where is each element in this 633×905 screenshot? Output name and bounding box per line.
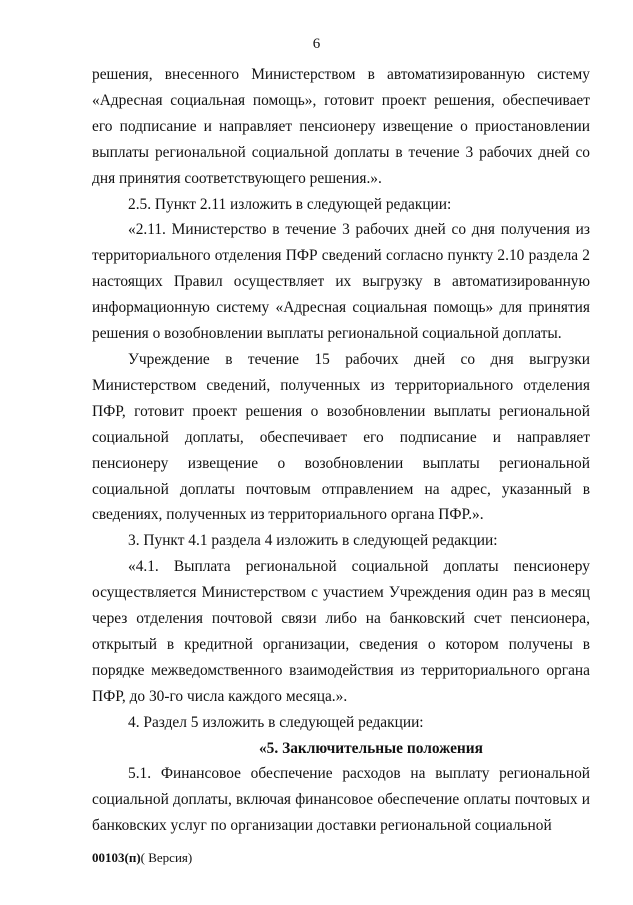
document-body: [92, 62, 590, 839]
paragraph: 5.1. Финансовое обеспечение расходов на выплату региональной социальной доплаты, включая финансовое обеспечение оплаты почтовых и банковских услуг по организации доставки региональной социальной: [92, 765, 590, 835]
page-number: 6: [312, 36, 321, 52]
document-code: 00103(п): [92, 850, 141, 865]
paragraph: решения, внесенного Министерством в автоматизированную систему «Адресная социальная помощь», готовит проект решения, обеспечивает его подписание и направляет пенсионеру извещение о приостановлении выплаты региональной социальной доплаты в течение 3 рабочих дней со дня принятия соответствующего решения.».: [92, 66, 590, 187]
paragraph: 3. Пункт 4.1 раздела 4 изложить в следующей редакции:: [128, 532, 498, 550]
section-heading: «5. Заключительные положения: [258, 739, 483, 757]
paragraph: «4.1. Выплата региональной социальной доплаты пенсионеру осуществляется Министерством с участием Учреждения один раз в месяц через отделения почтовой связи либо на банковский счет пенсионера, открытый в кредитной организации, сведения о котором получены в порядке межведомственного взаимодействия из территориального органа ПФР, до 30-го числа каждого месяца.».: [92, 558, 590, 705]
paragraph: Учреждение в течение 15 рабочих дней со дня выгрузки Министерством сведений, полученных из территориального отделения ПФР, готовит проект решения о возобновлении выплаты региональной социальной доплаты, обеспечивает его подписание и направляет пенсионеру извещение о возобновлении выплаты региональной социальной доплаты почтовым отправлением на адрес, указанный в сведениях, полученных из территориального органа ПФР.».: [92, 350, 590, 524]
version-label: ( Версия): [140, 850, 193, 865]
paragraph: «2.11. Министерство в течение 3 рабочих дней со дня получения из территориального отделения ПФР сведений согласно пункту 2.10 раздела 2 настоящих Правил осуществляет их выгрузку в автоматизированную информационную систему «Адресная социальная помощь» для принятия решения о возобновлении выплаты региональной социальной доплаты.: [92, 221, 590, 343]
paragraph: 2.5. Пункт 2.11 изложить в следующей редакции:: [128, 195, 452, 213]
paragraph: 4. Раздел 5 изложить в следующей редакции:: [128, 713, 424, 731]
footer: [92, 850, 192, 866]
